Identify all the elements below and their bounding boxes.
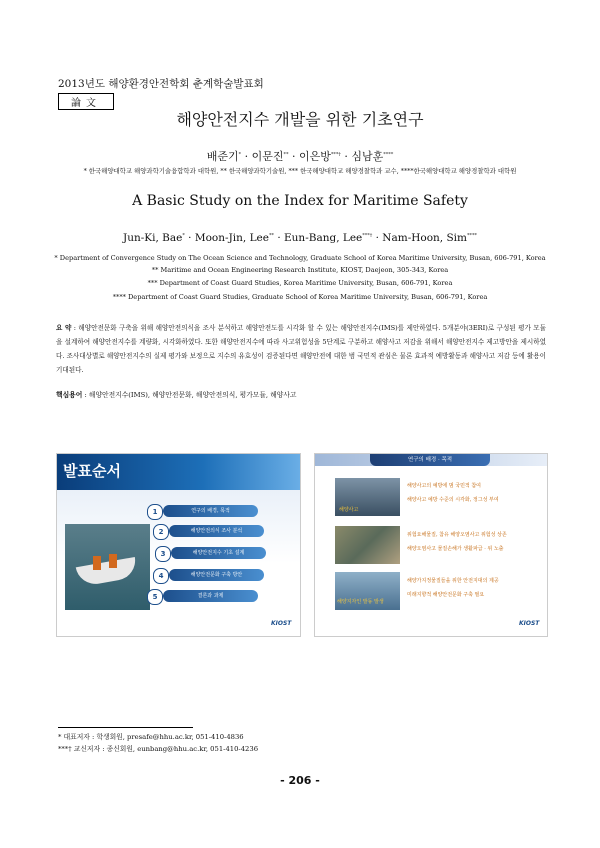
kiost-logo: KIOST (519, 620, 540, 627)
footnote-divider (58, 727, 193, 728)
order-item: 결론과 과제 (163, 590, 258, 602)
slide-presentation-order (56, 453, 301, 637)
disaster-photo (335, 572, 400, 610)
korean-affiliation: * 한국해양대학교 해양과학기술융합학과 대학원, ** 한국해양과학기술원, *** 한국해양대학교 해양경찰학과 교수, ****한국해양대학교 해양경찰학과 대학원 (83, 167, 517, 175)
bullet-text: 미래지향적 해양안전문화 구축 필요 (407, 592, 485, 598)
slide-background-purpose (314, 453, 548, 637)
debris-photo (335, 526, 400, 564)
english-title: A Basic Study on the Index for Maritime Safety (132, 193, 468, 209)
english-affiliation-1: * Department of Convergence Study on The Ocean Science and Technology, Graduate School of Korea Maritime University, Busan, 606-791, Korea (54, 254, 546, 262)
bullet-text: 해양사고의 예방에 범 국민적 참여 (407, 483, 481, 489)
item-number: 1 (147, 504, 163, 520)
kiost-logo: KIOST (271, 620, 292, 627)
abstract (56, 321, 546, 377)
boat-shape (76, 557, 139, 587)
order-item: 해양안전의식 조사 분석 (169, 525, 264, 537)
korean-authors: 배준기* · 이문진** · 이은방***† · 심남훈**** (206, 150, 394, 163)
keywords-label: 핵심용어 (56, 391, 83, 399)
photo-label: 해양지자인 발동 발생 (337, 599, 384, 605)
bullet-text: 위험요해물질, 참유 해양오염사고 위험성 상존 (407, 532, 507, 538)
item-number: 3 (155, 546, 171, 562)
bullet-text: 해양오염사고 물질손해가 생활파급 · 위 노출 (407, 546, 504, 552)
item-number: 2 (153, 524, 169, 540)
item-number: 4 (153, 568, 169, 584)
english-affiliation-2: ** Maritime and Ocean Engineering Research Institute, KIOST, Daejeon, 305-343, Korea (151, 266, 449, 274)
page-number: - 206 - (280, 774, 320, 787)
english-authors: Jun-Ki, Bae* · Moon-Jin, Lee** · Eun-Bang, Lee***† · Nam-Hoon, Sim**** (122, 232, 477, 244)
order-item: 해양안전지수 기초 설계 (171, 547, 266, 559)
bullet-text: 해양가지정물질들을 위한 안전지대의 제공 (407, 578, 499, 584)
paper-type-tag: 論文 (58, 93, 114, 110)
bullet-text: 해양사고 예방 수준의 시각화, 정그성 부여 (407, 497, 499, 503)
person-shape (109, 554, 117, 568)
rescue-boat-photo (65, 524, 150, 610)
footnote-2: ***† 교신저자 : 종신회원, eunbang@hhu.ac.kr, 051-410-4236 (58, 745, 259, 753)
korean-title: 해양안전지수 개발을 위한 기초연구 (176, 110, 424, 129)
slide-title: 연구의 배경 · 목적 (370, 454, 490, 466)
slide-title: 발표순서 (63, 462, 121, 480)
conference-name: 2013년도 해양환경안전학회 춘계학술발표회 (58, 78, 264, 90)
english-affiliation-4: **** Department of Coast Guard Studies, Graduate School of Korea Maritime University, Busan, 606-791, Korea (112, 293, 488, 301)
abstract-label: 요 약 (56, 324, 72, 332)
person-shape (93, 556, 101, 570)
english-affiliation-3: *** Department of Coast Guard Studies, Korea Maritime University, Busan, 606-791, Korea (147, 279, 453, 287)
ship-accident-photo (335, 478, 400, 516)
order-item: 연구의 배경, 목적 (163, 505, 258, 517)
keywords-text: : 해양안전지수(IMS), 해양안전문화, 해양안전의식, 평가모듈, 해양사고 (84, 391, 297, 399)
abstract-text: : 해양안전문화 구축을 위해 해양안전의식을 조사 분석하고 해양안전도를 시각화 할 수 있는 해양안전지수(IMS)를 제안하였다. 5개분야(3ERI)로 구성된 평가 모듈을 설계하여 해양안전지수를 계량화, 시각화하였다. 또한 해양안전지수에 따라 사고위험성을 5단계로 구분하고 해양사고 저감을 위해서 해양안전지수 제고방안을 제시하였다. 조사대상별로 해양안전지수의 실제 평가와 보정으로 지수의 유효성이 검증된다면 해양안전에 대한 범 국민적 관심은 물론 효과적 예방활동과 해양사고 저감 등에 활용이 기대된다. (56, 324, 546, 374)
footnote-1: * 대표저자 : 학생회원, presafe@hhu.ac.kr, 051-410-4836 (58, 733, 244, 741)
order-item: 해양안전문화 구축 방안 (169, 569, 264, 581)
item-number: 5 (147, 589, 163, 605)
keywords (56, 389, 297, 399)
photo-label: 해양사고 (339, 507, 359, 513)
